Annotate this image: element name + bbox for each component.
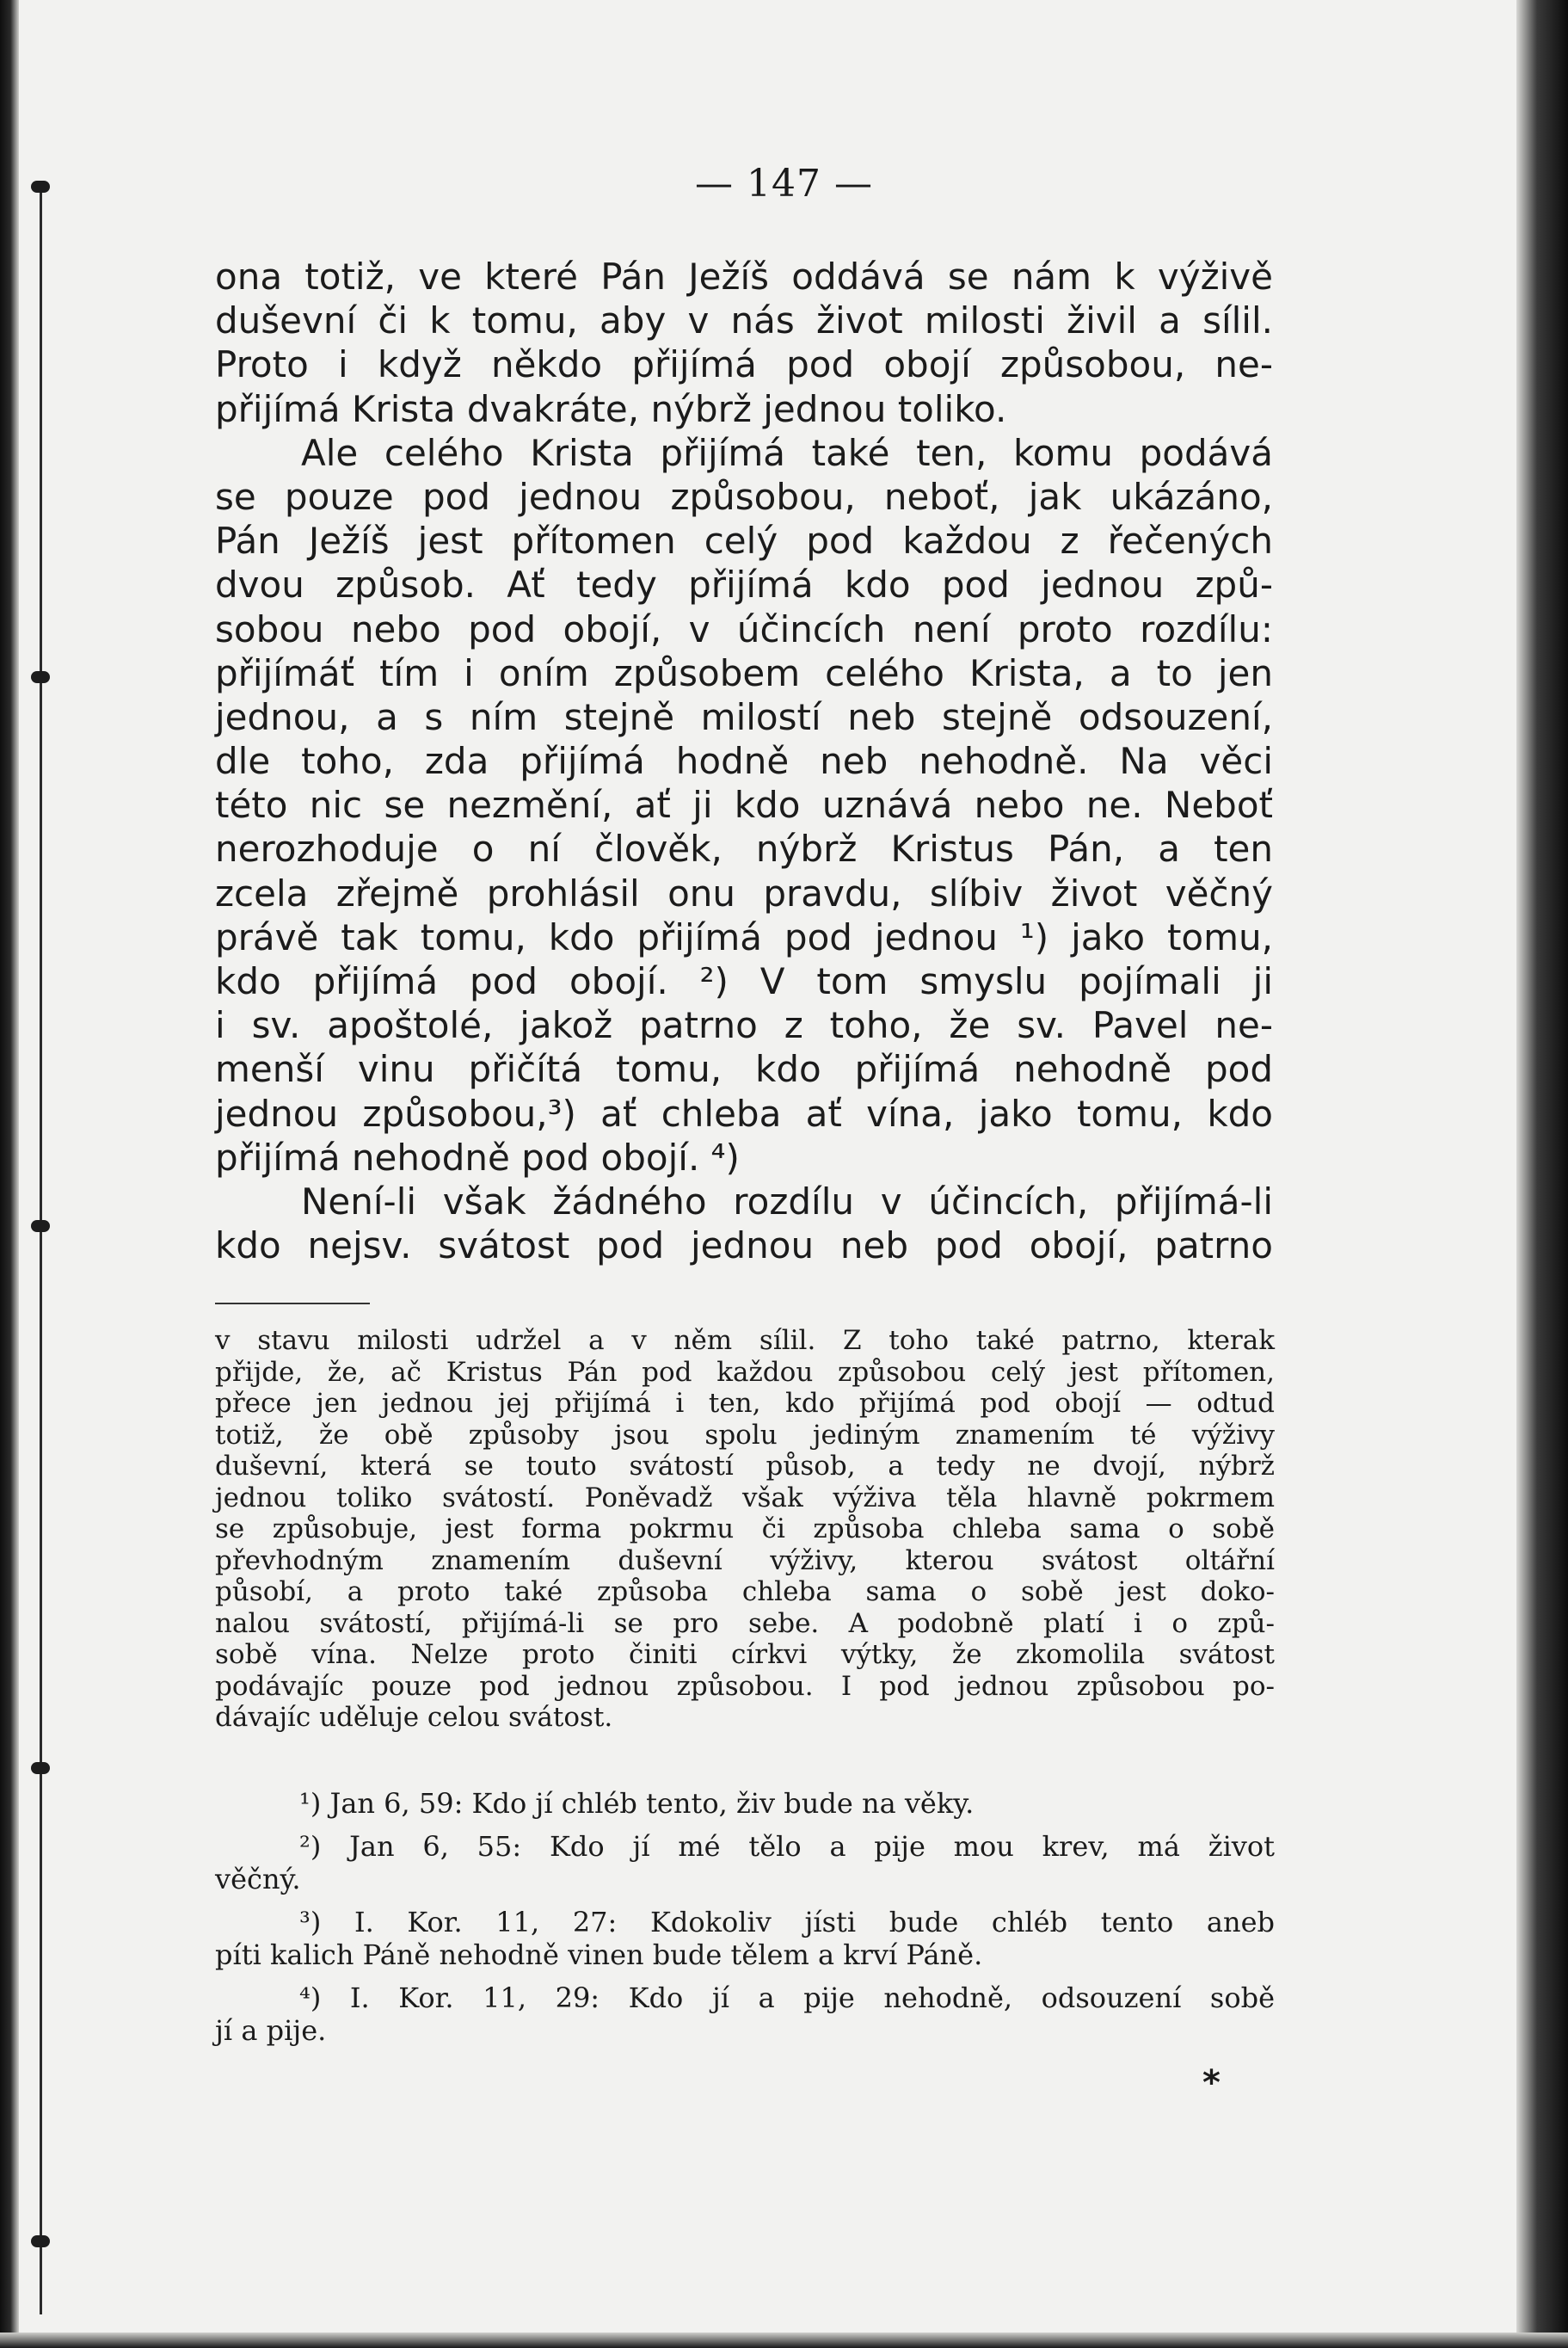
binding-mark [31,1220,50,1232]
footnote-reference [215,1981,1275,2047]
body-line: kdo přijímá pod obojí. ²) V tom smyslu pojímali ji [215,960,1273,1002]
end-mark: * [1202,2063,1221,2103]
body-line: sobou nebo pod obojí, v účincích není proto rozdílu: [215,607,1273,650]
footnote-line: nalou svátostí, přijímá-li se pro sebe. A podobně platí i o způ- [215,1607,1275,1639]
reference-line: ³) I. Kor. 11, 27: Kdokoliv jísti bude chléb tento aneb [299,1906,1275,1938]
scan-edge-right [1516,0,1568,2348]
reference-line: jí a pije. [215,2014,327,2047]
scan-edge-bottom [0,2333,1568,2348]
footnote-line: jednou toliko svátostí. Poněvadž však výživa těla hlavně pokrmem [215,1482,1275,1513]
footnote-line: duševní, která se touto svátostí působ, a tedy ne dvojí, nýbrž [215,1451,1275,1482]
body-line: přijímá Krista dvakráte, nýbrž jednou toliko. [215,387,1007,430]
body-line: přijímá nehodně pod obojí. ⁴) [215,1136,740,1179]
body-line: jednou, a s ním stejně milostí neb stejně odsouzení, [215,695,1273,738]
footnote-line: přijde, že, ač Kristus Pán pod každou způsobou celý jest přítomen, [215,1356,1275,1388]
reference-line: ²) Jan 6, 55: Kdo jí mé tělo a pije mou krev, má život [299,1830,1275,1863]
footnote-line: působí, a proto také způsoba chleba sama o sobě jest doko- [215,1576,1275,1607]
footnote-reference [215,1830,1275,1895]
body-line: přijímáť tím i oním způsobem celého Krista, a to jen [215,651,1273,694]
body-line: právě tak tomu, kdo přijímá pod jednou ¹) jako tomu, [215,915,1273,958]
body-line: Ale celého Krista přijímá také ten, komu podává [301,431,1273,474]
binding-line [40,181,42,2314]
main-body-text [215,255,1273,1267]
binding-mark [31,671,50,683]
footnote-reference [215,1787,1275,1820]
footnote-line: v stavu milosti udržel a v něm sílil. Z toho také patrno, kterak [215,1325,1275,1356]
body-line: menší vinu přičítá tomu, kdo přijímá nehodně pod [215,1048,1273,1091]
footnote-separator-rule [215,1303,370,1304]
reference-line: věčný. [215,1863,301,1895]
page-number: — 147 — [695,162,873,206]
body-line: se pouze pod jednou způsobou, neboť, jak ukázáno, [215,475,1273,518]
body-line: zcela zřejmě prohlásil onu pravdu, slíbiv život věčný [215,872,1273,915]
reference-line: ¹) Jan 6, 59: Kdo jí chléb tento, živ bude na věky. [299,1787,975,1820]
footnote-references [215,1787,1275,2047]
body-line: duševní či k tomu, aby v nás život milosti živil a sílil. [215,299,1273,342]
body-line: jednou způsobou,³) ať chleba ať vína, jako tomu, kdo [215,1092,1273,1135]
binding-mark [31,2235,50,2247]
body-line: Pán Ježíš jest přítomen celý pod každou z řečených [215,520,1273,563]
footnote-line: podávajíc pouze pod jednou způsobou. I pod jednou způsobou po- [215,1670,1275,1702]
reference-line: ⁴) I. Kor. 11, 29: Kdo jí a pije nehodně, odsouzení sobě [299,1981,1275,2014]
body-line: Není-li však žádného rozdílu v účincích, přijímá-li [301,1180,1273,1223]
footnote-line: se způsobuje, jest forma pokrmu či způsoba chleba sama o sobě [215,1513,1275,1544]
body-line: dle toho, zda přijímá hodně neb nehodně. Na věci [215,740,1273,783]
body-line: ona totiž, ve které Pán Ježíš oddává se nám k výživě [215,256,1273,298]
body-line: Proto i když někdo přijímá pod obojí způsobou, ne- [215,343,1273,386]
body-line: nerozhoduje o ní člověk, nýbrž Kristus Pán, a ten [215,828,1273,871]
body-line: této nic se nezmění, ať ji kdo uznává nebo ne. Neboť [215,784,1273,827]
footnote-line: totiž, že obě způsoby jsou spolu jediným znamením té výživy [215,1419,1275,1451]
footnote-line: sobě vína. Nelze proto činiti církvi výtky, že zkomolila svátost [215,1639,1275,1670]
reference-line: píti kalich Páně nehodně vinen bude tělem a krví Páně. [215,1938,983,1971]
footnote-line: dávajíc uděluje celou svátost. [215,1702,613,1733]
scan-edge-left [0,0,19,2348]
footnote-line: převhodným znamením duševní výživy, kterou svátost oltářní [215,1544,1275,1576]
footnote-reference [215,1906,1275,1971]
footnote-continuation [215,1325,1275,1734]
body-line: i sv. apoštolé, jakož patrno z toho, že sv. Pavel ne- [215,1004,1273,1047]
footnote-line: přece jen jednou jej přijímá i ten, kdo přijímá pod obojí — odtud [215,1388,1275,1419]
body-line: kdo nejsv. svátost pod jednou neb pod obojí, patrno [215,1224,1273,1267]
binding-mark [31,1762,50,1774]
body-line: dvou způsob. Ať tedy přijímá kdo pod jednou způ- [215,564,1273,607]
